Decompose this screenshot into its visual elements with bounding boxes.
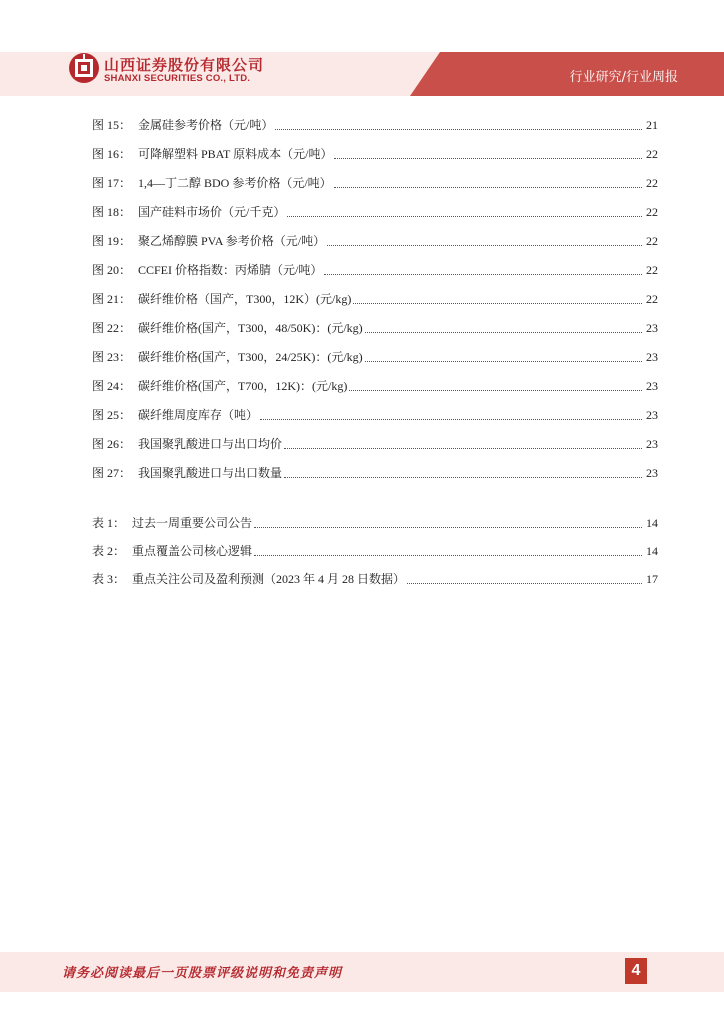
toc-number: 表 3： — [92, 572, 126, 586]
toc-title: 1,4—丁二醇 BDO 参考价格（元/吨） — [138, 176, 332, 190]
toc-entry[interactable] — [92, 435, 658, 453]
toc-page: 14 — [646, 516, 658, 530]
toc-page: 23 — [646, 321, 658, 335]
toc-entry[interactable] — [92, 542, 658, 560]
toc-entry[interactable] — [92, 319, 658, 337]
toc-page: 23 — [646, 379, 658, 393]
toc-page: 22 — [646, 205, 658, 219]
toc-title: 碳纤维价格（国产，T300，12K）(元/kg) — [138, 292, 352, 306]
toc-title: CCFEI 价格指数：丙烯腈（元/吨） — [138, 263, 323, 277]
report-category: 行业研究/行业周报 — [569, 70, 678, 85]
page-number: 4 — [625, 958, 647, 984]
toc-title: 碳纤维价格(国产，T700，12K)：(元/kg) — [138, 379, 348, 393]
company-name-cn: 山西证券股份有限公司 — [104, 56, 265, 74]
toc-page: 22 — [646, 234, 658, 248]
toc-leader — [407, 582, 642, 584]
toc-leader — [334, 157, 642, 159]
toc-leader — [365, 331, 642, 333]
toc-leader — [275, 128, 642, 130]
toc-title: 聚乙烯醇膜 PVA 参考价格（元/吨） — [138, 234, 326, 248]
toc-number: 图 18： — [92, 205, 132, 219]
toc-entry[interactable] — [92, 464, 658, 482]
toc-leader — [284, 476, 642, 478]
toc-leader — [287, 215, 642, 217]
toc-leader — [254, 554, 642, 556]
toc-number: 图 27： — [92, 466, 132, 480]
toc-title: 我国聚乳酸进口与出口数量 — [138, 466, 283, 480]
toc-number: 图 26： — [92, 437, 132, 451]
toc-number: 图 19： — [92, 234, 132, 248]
toc-entry[interactable] — [92, 203, 658, 221]
toc-number: 图 15： — [92, 118, 132, 132]
toc-entry[interactable] — [92, 116, 658, 134]
toc-page: 17 — [646, 572, 658, 586]
toc-entry[interactable] — [92, 514, 658, 532]
toc-title: 可降解塑料 PBAT 原料成本（元/吨） — [138, 147, 333, 161]
toc-entry[interactable] — [92, 232, 658, 250]
toc-entry[interactable] — [92, 290, 658, 308]
toc-title: 国产硅料市场价（元/千克） — [138, 205, 286, 219]
toc-number: 图 22： — [92, 321, 132, 335]
toc-leader — [260, 418, 642, 420]
toc-entry[interactable] — [92, 261, 658, 279]
toc-title: 金属硅参考价格（元/吨） — [138, 118, 274, 132]
toc-entry[interactable] — [92, 174, 658, 192]
toc-page: 22 — [646, 176, 658, 190]
footer-disclaimer: 请务必阅读最后一页股票评级说明和免责声明 — [62, 966, 343, 981]
toc-title: 碳纤维周度库存（吨） — [138, 408, 259, 422]
toc-number: 图 23： — [92, 350, 132, 364]
toc-entry[interactable] — [92, 348, 658, 366]
toc-page: 23 — [646, 437, 658, 451]
toc-leader — [284, 447, 642, 449]
company-logo-icon — [68, 52, 100, 84]
toc-page: 23 — [646, 350, 658, 364]
toc-title: 我国聚乳酸进口与出口均价 — [138, 437, 283, 451]
toc-entry[interactable] — [92, 406, 658, 424]
toc-page: 23 — [646, 408, 658, 422]
company-name-en: SHANXI SECURITIES CO., LTD. — [104, 73, 251, 84]
toc-title: 过去一周重要公司公告 — [132, 516, 253, 530]
toc-number: 图 20： — [92, 263, 132, 277]
toc-page: 22 — [646, 263, 658, 277]
toc-number: 图 21： — [92, 292, 132, 306]
toc-title: 碳纤维价格(国产，T300，48/50K)：(元/kg) — [138, 321, 363, 335]
toc-number: 图 24： — [92, 379, 132, 393]
toc-leader — [327, 244, 642, 246]
toc-entry[interactable] — [92, 377, 658, 395]
toc-number: 表 1： — [92, 516, 126, 530]
toc-leader — [353, 302, 642, 304]
toc-page: 22 — [646, 147, 658, 161]
toc-page: 22 — [646, 292, 658, 306]
toc-title: 碳纤维价格(国产，T300，24/25K)：(元/kg) — [138, 350, 363, 364]
toc-leader — [334, 186, 642, 188]
toc-number: 图 25： — [92, 408, 132, 422]
toc-leader — [324, 273, 642, 275]
toc-leader — [365, 360, 642, 362]
toc-number: 图 17： — [92, 176, 132, 190]
toc-title: 重点关注公司及盈利预测（2023 年 4 月 28 日数据） — [132, 572, 406, 586]
toc-title: 重点覆盖公司核心逻辑 — [132, 544, 253, 558]
toc-leader — [349, 389, 642, 391]
toc-page: 14 — [646, 544, 658, 558]
toc-number: 图 16： — [92, 147, 132, 161]
toc-page: 23 — [646, 466, 658, 480]
toc-leader — [254, 526, 642, 528]
page-header — [0, 0, 724, 100]
toc-number: 表 2： — [92, 544, 126, 558]
toc-entry[interactable] — [92, 570, 658, 588]
toc-entry[interactable] — [92, 145, 658, 163]
toc-page: 21 — [646, 118, 658, 132]
